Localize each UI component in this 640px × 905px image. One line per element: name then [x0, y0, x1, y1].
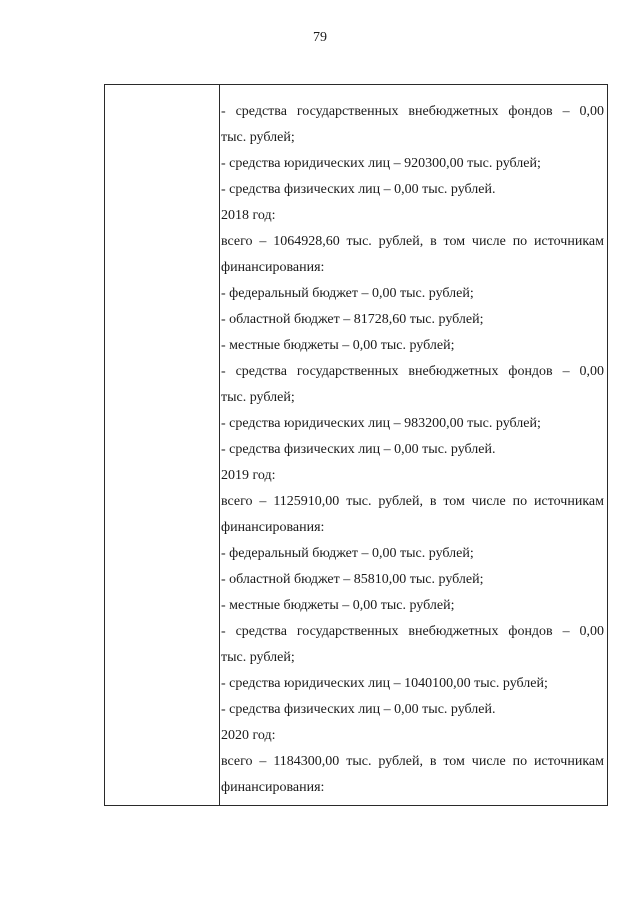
text-line: - областной бюджет – 85810,00 тыс. рублей; [221, 572, 484, 587]
text-line: - средства физических лиц – 0,00 тыс. рублей. [221, 182, 496, 197]
text-line: - средства физических лиц – 0,00 тыс. рублей. [221, 442, 496, 457]
text-line: - федеральный бюджет – 0,00 тыс. рублей; [221, 546, 474, 561]
funding-table [104, 84, 608, 806]
text-line: - средства государственных внебюджетных фондов – 0,00 [221, 364, 604, 379]
text-line: тыс. рублей; [221, 390, 295, 405]
text-line: тыс. рублей; [221, 650, 295, 665]
text-line: - областной бюджет – 81728,60 тыс. рублей; [221, 312, 484, 327]
year-heading: 2018 год: [221, 208, 276, 223]
text-line: - средства юридических лиц – 920300,00 тыс. рублей; [221, 156, 541, 171]
text-line: - средства государственных внебюджетных фондов – 0,00 [221, 624, 604, 639]
page-number: 79 [313, 30, 327, 45]
text-line: - средства государственных внебюджетных фондов – 0,00 [221, 104, 604, 119]
text-line: - средства юридических лиц – 983200,00 тыс. рублей; [221, 416, 541, 431]
text-line: - местные бюджеты – 0,00 тыс. рублей; [221, 338, 455, 353]
text-line: - средства физических лиц – 0,00 тыс. рублей. [221, 702, 496, 717]
text-line: - средства юридических лиц – 1040100,00 тыс. рублей; [221, 676, 548, 691]
text-line: финансирования: [221, 260, 325, 275]
year-heading: 2019 год: [221, 468, 276, 483]
text-line: финансирования: [221, 520, 325, 535]
year-heading: 2020 год: [221, 728, 276, 743]
text-line: финансирования: [221, 780, 325, 795]
text-line: - местные бюджеты – 0,00 тыс. рублей; [221, 598, 455, 613]
text-line: всего – 1125910,00 тыс. рублей, в том числе по источникам [221, 494, 604, 509]
text-line: тыс. рублей; [221, 130, 295, 145]
text-line: всего – 1064928,60 тыс. рублей, в том числе по источникам [221, 234, 604, 249]
text-line: всего – 1184300,00 тыс. рублей, в том числе по источникам [221, 754, 604, 769]
table-right-cell [221, 99, 604, 801]
text-line: - федеральный бюджет – 0,00 тыс. рублей; [221, 286, 474, 301]
table-left-cell [105, 85, 220, 805]
